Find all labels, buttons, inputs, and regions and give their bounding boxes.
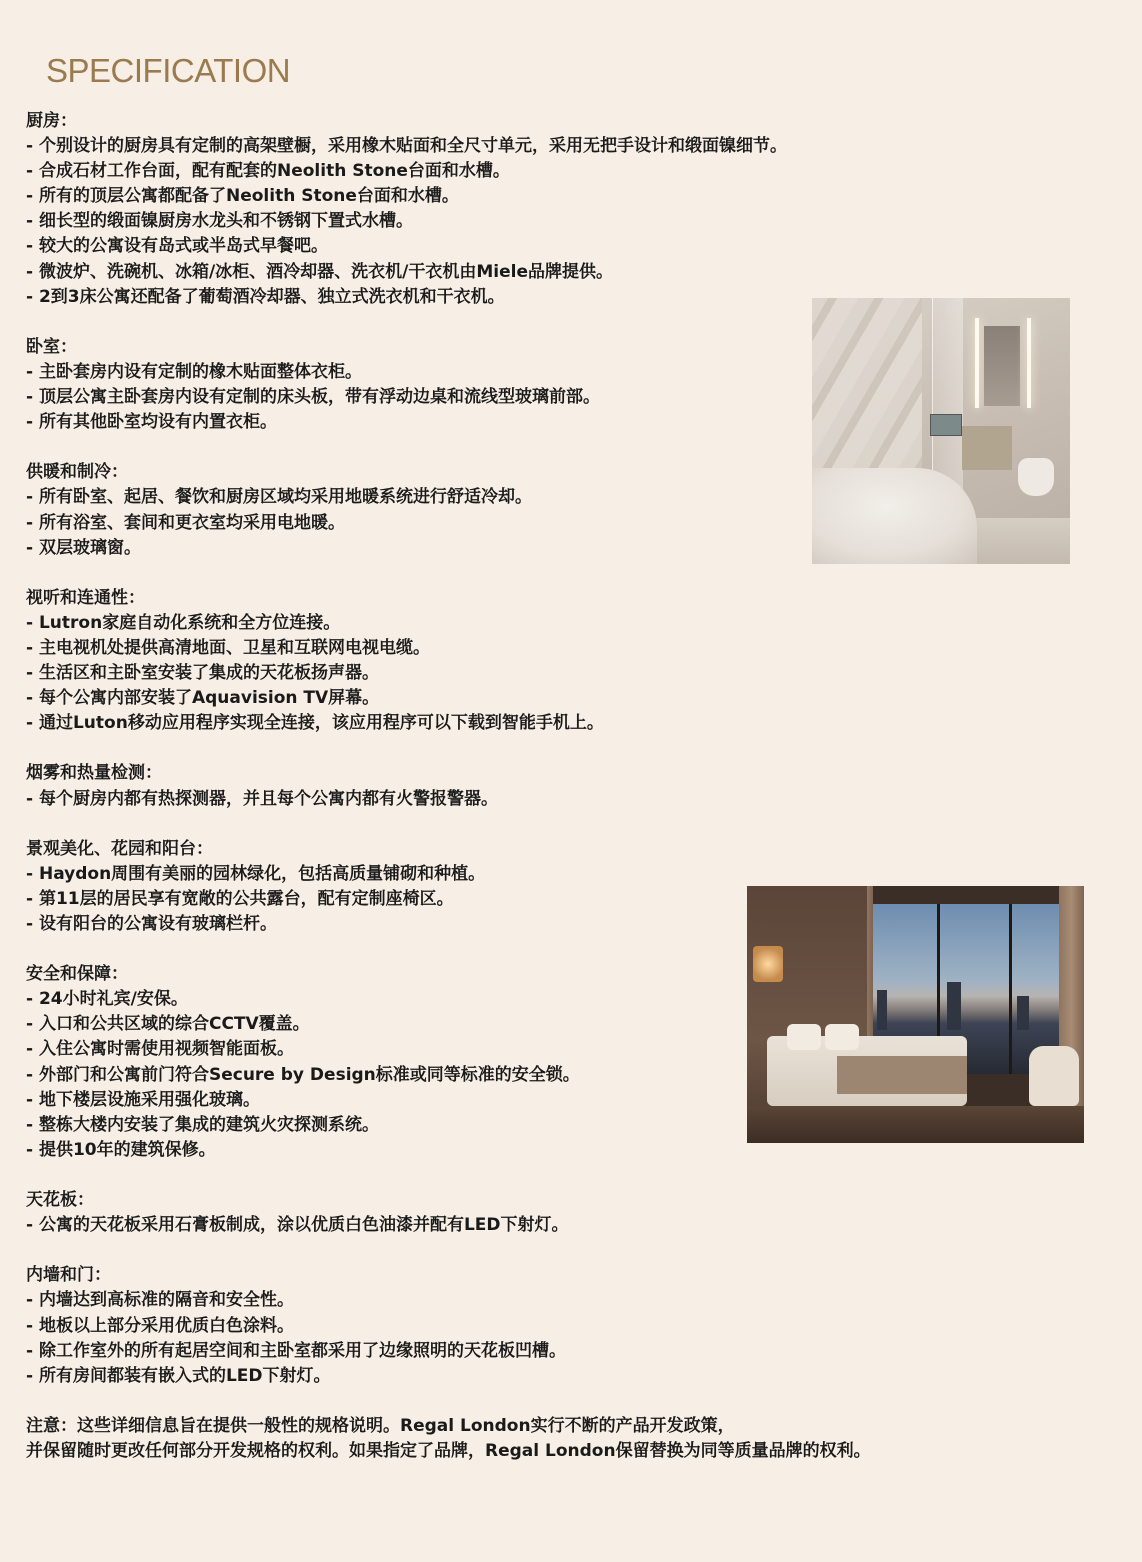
- bedroom-photo: [747, 886, 1084, 1143]
- list-item: - 内墙达到高标准的隔音和安全性。: [26, 1290, 294, 1311]
- list-item: - 2到3床公寓还配备了葡萄酒冷却器、独立式洗衣机和干衣机。: [26, 286, 505, 307]
- section-heading: 卧室：: [26, 336, 77, 357]
- section-walls-doors: [26, 1263, 1116, 1388]
- mirror-light-left: [975, 318, 979, 408]
- pillow: [787, 1024, 821, 1050]
- list-item: - 所有其他卧室均设有内置衣柜。: [26, 412, 277, 433]
- window-mullion: [1009, 904, 1012, 1074]
- list-item: - 第11层的居民享有宽敞的公共露台，配有定制座椅区。: [26, 888, 454, 909]
- vanity-unit: [962, 426, 1012, 470]
- list-item: - 提供10年的建筑保修。: [26, 1139, 216, 1160]
- section-heading: 天花板：: [26, 1190, 94, 1211]
- bedroom-floor: [747, 1106, 1084, 1143]
- list-item: - 所有浴室、套间和更衣室均采用电地暖。: [26, 512, 345, 533]
- bathroom-photo: [812, 298, 1070, 564]
- list-item: - 所有的顶层公寓都配备了Neolith Stone台面和水槽。: [26, 186, 459, 207]
- section-ceiling: [26, 1188, 1116, 1238]
- list-item: - 入住公寓时需使用视频智能面板。: [26, 1039, 294, 1060]
- pillow: [825, 1024, 859, 1050]
- bathtub: [812, 468, 977, 564]
- section-heading: 景观美化、花园和阳台：: [26, 838, 213, 859]
- bed-throw: [837, 1056, 967, 1094]
- list-item: - 24小时礼宾/安保。: [26, 989, 188, 1010]
- section-heading: 内墙和门：: [26, 1265, 111, 1286]
- tv-screen: [930, 414, 962, 436]
- list-item: - Haydon周围有美丽的园林绿化，包括高质量铺砌和种植。: [26, 863, 486, 884]
- section-av: [26, 586, 1116, 737]
- note-line: 并保留随时更改任何部分开发规格的权利。如果指定了品牌，Regal London保留替换为同等质量品牌的权利。: [26, 1440, 871, 1461]
- list-item: - 主卧套房内设有定制的橡木贴面整体衣柜。: [26, 361, 362, 382]
- mirror-light-right: [1027, 318, 1031, 408]
- list-item: - 每个公寓内部安装了Aquavision TV屏幕。: [26, 688, 380, 709]
- list-item: - 较大的公寓设有岛式或半岛式早餐吧。: [26, 236, 328, 257]
- list-item: - 公寓的天花板采用石膏板制成，涂以优质白色油漆并配有LED下射灯。: [26, 1215, 569, 1236]
- disclaimer-note: [26, 1414, 1116, 1464]
- list-item: - 每个厨房内都有热探测器，并且每个公寓内都有火警报警器。: [26, 788, 498, 809]
- list-item: - 外部门和公寓前门符合Secure by Design标准或同等标准的安全锁。: [26, 1064, 580, 1085]
- page-title: SPECIFICATION: [46, 52, 291, 90]
- armchair: [1029, 1046, 1079, 1106]
- section-heading: 供暖和制冷：: [26, 462, 128, 483]
- list-item: - 设有阳台的公寓设有玻璃栏杆。: [26, 914, 277, 934]
- list-item: - 个别设计的厨房具有定制的高架壁橱，采用橡木贴面和全尺寸单元，采用无把手设计和缎面镍细节。: [26, 136, 787, 157]
- list-item: - 所有卧室、起居、餐饮和厨房区域均采用地暖系统进行舒适冷却。: [26, 487, 532, 508]
- skyline-tower: [1017, 996, 1029, 1030]
- list-item: - 除工作室外的所有起居空间和主卧室都采用了边缘照明的天花板凹槽。: [26, 1340, 566, 1361]
- mirror: [984, 326, 1020, 406]
- pendant-lamp: [753, 946, 783, 982]
- list-item: - 通过Luton移动应用程序实现全连接，该应用程序可以下载到智能手机上。: [26, 713, 604, 734]
- list-item: - 地板以上部分采用优质白色涂料。: [26, 1315, 294, 1336]
- list-item: - 所有房间都装有嵌入式的LED下射灯。: [26, 1365, 331, 1386]
- section-heading: 烟雾和热量检测：: [26, 763, 162, 784]
- list-item: - 入口和公共区域的综合CCTV覆盖。: [26, 1014, 310, 1035]
- toilet: [1018, 458, 1054, 496]
- note-line: 注意：这些详细信息旨在提供一般性的规格说明。Regal London实行不断的产品开发政策，: [26, 1415, 735, 1436]
- list-item: - 地下楼层设施采用强化玻璃。: [26, 1089, 260, 1110]
- list-item: - 微波炉、洗碗机、冰箱/冰柜、酒冷却器、洗衣机/干衣机由Miele品牌提供。: [26, 261, 614, 282]
- list-item: - 细长型的缎面镍厨房水龙头和不锈钢下置式水槽。: [26, 211, 413, 232]
- section-heading: 视听和连通性：: [26, 587, 145, 608]
- section-heading: 厨房：: [26, 111, 77, 131]
- list-item: - 主电视机处提供高清地面、卫星和互联网电视电缆。: [26, 637, 430, 658]
- section-kitchen: [26, 109, 1116, 310]
- list-item: - 双层玻璃窗。: [26, 537, 141, 558]
- list-item: - 整栋大楼内安装了集成的建筑火灾探测系统。: [26, 1114, 379, 1135]
- section-smoke: [26, 761, 1116, 811]
- section-heading: 安全和保障：: [26, 964, 128, 985]
- list-item: - 生活区和主卧室安装了集成的天花板扬声器。: [26, 663, 379, 684]
- skyline-tower: [877, 990, 887, 1030]
- list-item: - 合成石材工作台面，配有配套的Neolith Stone台面和水槽。: [26, 161, 510, 182]
- list-item: - Lutron家庭自动化系统和全方位连接。: [26, 612, 341, 633]
- skyline-tower: [947, 982, 961, 1030]
- list-item: - 顶层公寓主卧套房内设有定制的床头板，带有浮动边桌和流线型玻璃前部。: [26, 387, 600, 408]
